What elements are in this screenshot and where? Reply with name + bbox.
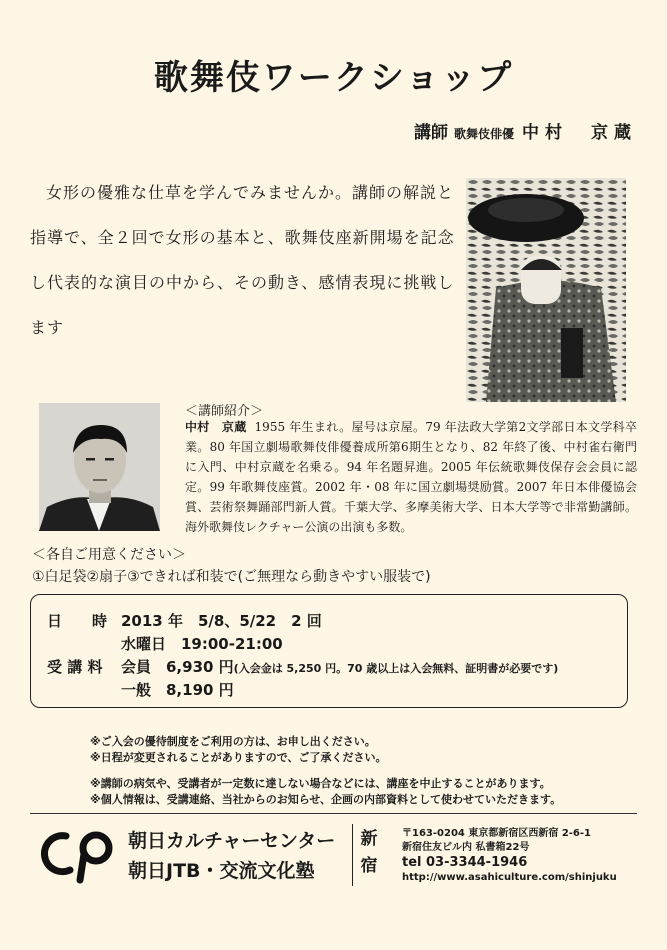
intro-text xyxy=(30,170,460,350)
org-name-1: 朝日カルチャーセンター xyxy=(128,830,336,852)
branch-name: 新宿 xyxy=(360,829,378,876)
lecturer-role: 講師 xyxy=(413,123,448,143)
lecturer-name: 中村 京蔵 xyxy=(522,123,637,143)
telephone: tel 03-3344-1946 xyxy=(402,855,528,870)
website-url[interactable]: http://www.asahiculture.com/shinjuku xyxy=(402,872,617,883)
address xyxy=(402,827,591,855)
address-line-1: 〒163-0204 東京都新宿区西新宿 2-6-1 xyxy=(402,828,591,839)
notes xyxy=(90,734,561,808)
lecturer-title: 歌舞伎俳優 xyxy=(453,127,514,141)
kabuki-performer-photo xyxy=(466,178,626,402)
lecturer-line xyxy=(414,118,637,143)
bio-text xyxy=(185,417,637,537)
intro-paragraph: 女形の優雅な仕草を学んでみませんか。講師の解説と指導で、全２回で女形の基本と、歌舞伎座新開場を記念し代表的な演目の中から、その動き、感情表現に挑戦します xyxy=(30,183,455,337)
page-title: 歌舞伎ワークショップ xyxy=(153,58,514,98)
bring-heading: ＜各自ご用意ください＞ xyxy=(32,547,186,563)
date-label: 日 時 xyxy=(47,612,108,630)
note-item: ※ご入会の優待制度をご利用の方は、お申し出ください。 xyxy=(90,735,376,748)
schedule-fee-box xyxy=(30,594,628,708)
org-name-2: 朝日JTB・交流文化塾 xyxy=(128,860,315,882)
bio-name: 中村 京蔵 xyxy=(185,420,247,434)
bio-body: 1955 年生まれ。屋号は京屋。79 年法政大学第2文学部日本文学科卒業。80 年国立劇場歌舞伎俳優養成所第6期生となり、82 年終了後、中村雀右衛門に入門、中村京蔵を名乗る。94 年名題昇進。2005 年伝統歌舞伎保存会会員に認定。99 年歌舞伎座賞。2002 年・08 年に国立劇場奨励賞。2007 年日本俳優協会賞、芸術祭舞踊部門新人賞。千葉大学、多摩美術大学、日本大学等で非常勤講師。海外歌舞伎レクチャー公演の出演も多数。 xyxy=(185,420,637,534)
date-value: 2013 年 5/8、5/22 2 回 xyxy=(121,612,322,630)
bio-heading: ＜講師紹介＞ xyxy=(185,404,264,419)
fee-label: 受 講 料 xyxy=(47,658,103,676)
note-item: ※個人情報は、受講連絡、当社からのお知らせ、企画の内部資料として使わせていただきます。 xyxy=(90,793,562,806)
note-item: ※講師の病気や、受講者が一定数に達しない場合などには、講座を中止することがあります。 xyxy=(90,777,551,790)
bring-items: ①白足袋②扇子③できれば和装で(ご無理なら動きやすい服装で) xyxy=(32,569,431,585)
member-fee: 会員 6,930 円 xyxy=(121,658,234,676)
asahi-culture-logo-icon xyxy=(40,824,122,884)
lecturer-portrait-photo xyxy=(39,403,160,531)
note-item: ※日程が変更されることがありますので、ご了承ください。 xyxy=(90,751,387,764)
footer-divider xyxy=(30,813,637,814)
time-value: 水曜日 19:00-21:00 xyxy=(121,635,283,653)
general-fee: 一般 8,190 円 xyxy=(121,681,234,699)
member-fee-note: (入会金は 5,250 円。70 歳以上は入会無料、証明書が必要です) xyxy=(233,662,559,675)
footer-vertical-divider xyxy=(352,824,353,886)
address-line-2: 新宿住友ビル内 私書箱22号 xyxy=(402,842,530,853)
